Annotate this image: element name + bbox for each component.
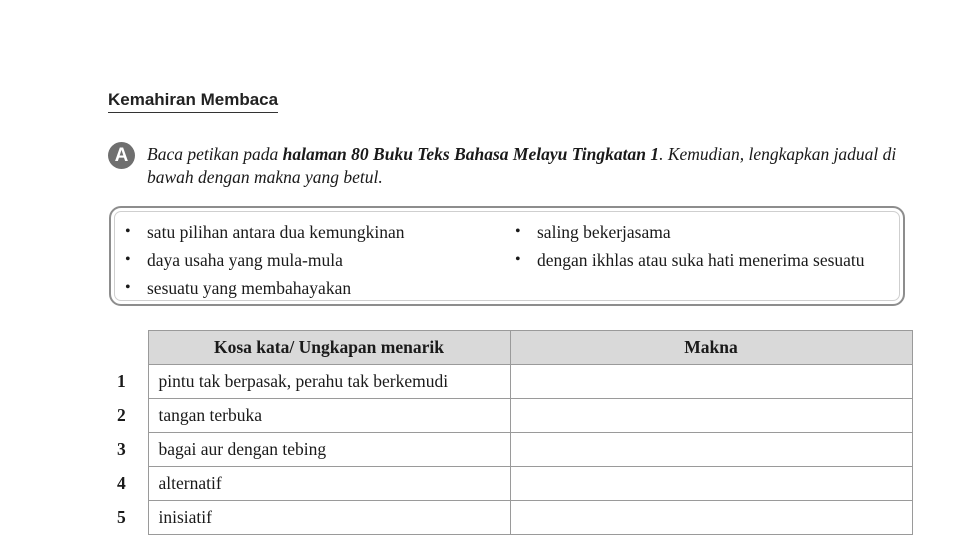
table-row <box>110 433 912 467</box>
exercise-letter-badge: A <box>108 142 135 169</box>
phrase-cell: alternatif <box>148 467 510 501</box>
options-left-column <box>123 220 503 304</box>
table-row <box>110 467 912 501</box>
option-text: saling bekerjasama <box>537 222 671 242</box>
bullet-icon: • <box>515 223 521 240</box>
meaning-answer-cell[interactable] <box>510 399 912 433</box>
meaning-answer-cell[interactable] <box>510 501 912 535</box>
table-header-row <box>110 331 912 365</box>
instruction-prefix: Baca petikan pada <box>147 144 283 164</box>
answer-options-box <box>109 206 905 306</box>
row-number: 1 <box>117 371 126 391</box>
option-item <box>123 276 503 300</box>
phrase-cell: pintu tak berpasak, perahu tak berkemudi <box>148 365 510 399</box>
meaning-answer-cell[interactable] <box>510 433 912 467</box>
meaning-answer-cell[interactable] <box>510 365 912 399</box>
meaning-answer-cell[interactable] <box>510 467 912 501</box>
option-item <box>513 220 893 244</box>
phrase-cell: inisiatif <box>148 501 510 535</box>
instruction-textbook-reference: halaman 80 Buku Teks Bahasa Melayu Tingkatan 1 <box>282 144 660 164</box>
option-item <box>513 248 893 272</box>
table-row <box>110 501 912 535</box>
bullet-icon: • <box>125 251 131 268</box>
row-number: 4 <box>117 473 126 493</box>
phrase-cell: bagai aur dengan tebing <box>148 433 510 467</box>
row-number: 2 <box>117 405 126 425</box>
instruction-suffix: . Kemudian, lengkapkan jadual di bawah dengan makna yang betul. <box>147 144 897 187</box>
number-column-header <box>110 331 148 365</box>
option-text: satu pilihan antara dua kemungkinan <box>147 222 405 242</box>
vocabulary-table <box>110 330 913 535</box>
exercise-instruction <box>147 143 927 189</box>
option-text: daya usaha yang mula-mula <box>147 250 343 270</box>
section-title: Kemahiran Membaca <box>108 90 278 113</box>
bullet-icon: • <box>125 279 131 296</box>
row-number: 3 <box>117 439 126 459</box>
option-item <box>123 220 503 244</box>
meaning-column-header: Makna <box>510 331 912 365</box>
table-row <box>110 365 912 399</box>
phrase-cell: tangan terbuka <box>148 399 510 433</box>
table-row <box>110 399 912 433</box>
bullet-icon: • <box>515 251 521 268</box>
bullet-icon: • <box>125 223 131 240</box>
option-text: dengan ikhlas atau suka hati menerima sesuatu <box>537 250 865 270</box>
row-number: 5 <box>117 507 126 527</box>
option-text: sesuatu yang membahayakan <box>147 278 352 298</box>
phrase-column-header: Kosa kata/ Ungkapan menarik <box>148 331 510 365</box>
options-right-column <box>513 220 893 276</box>
option-item <box>123 248 503 272</box>
